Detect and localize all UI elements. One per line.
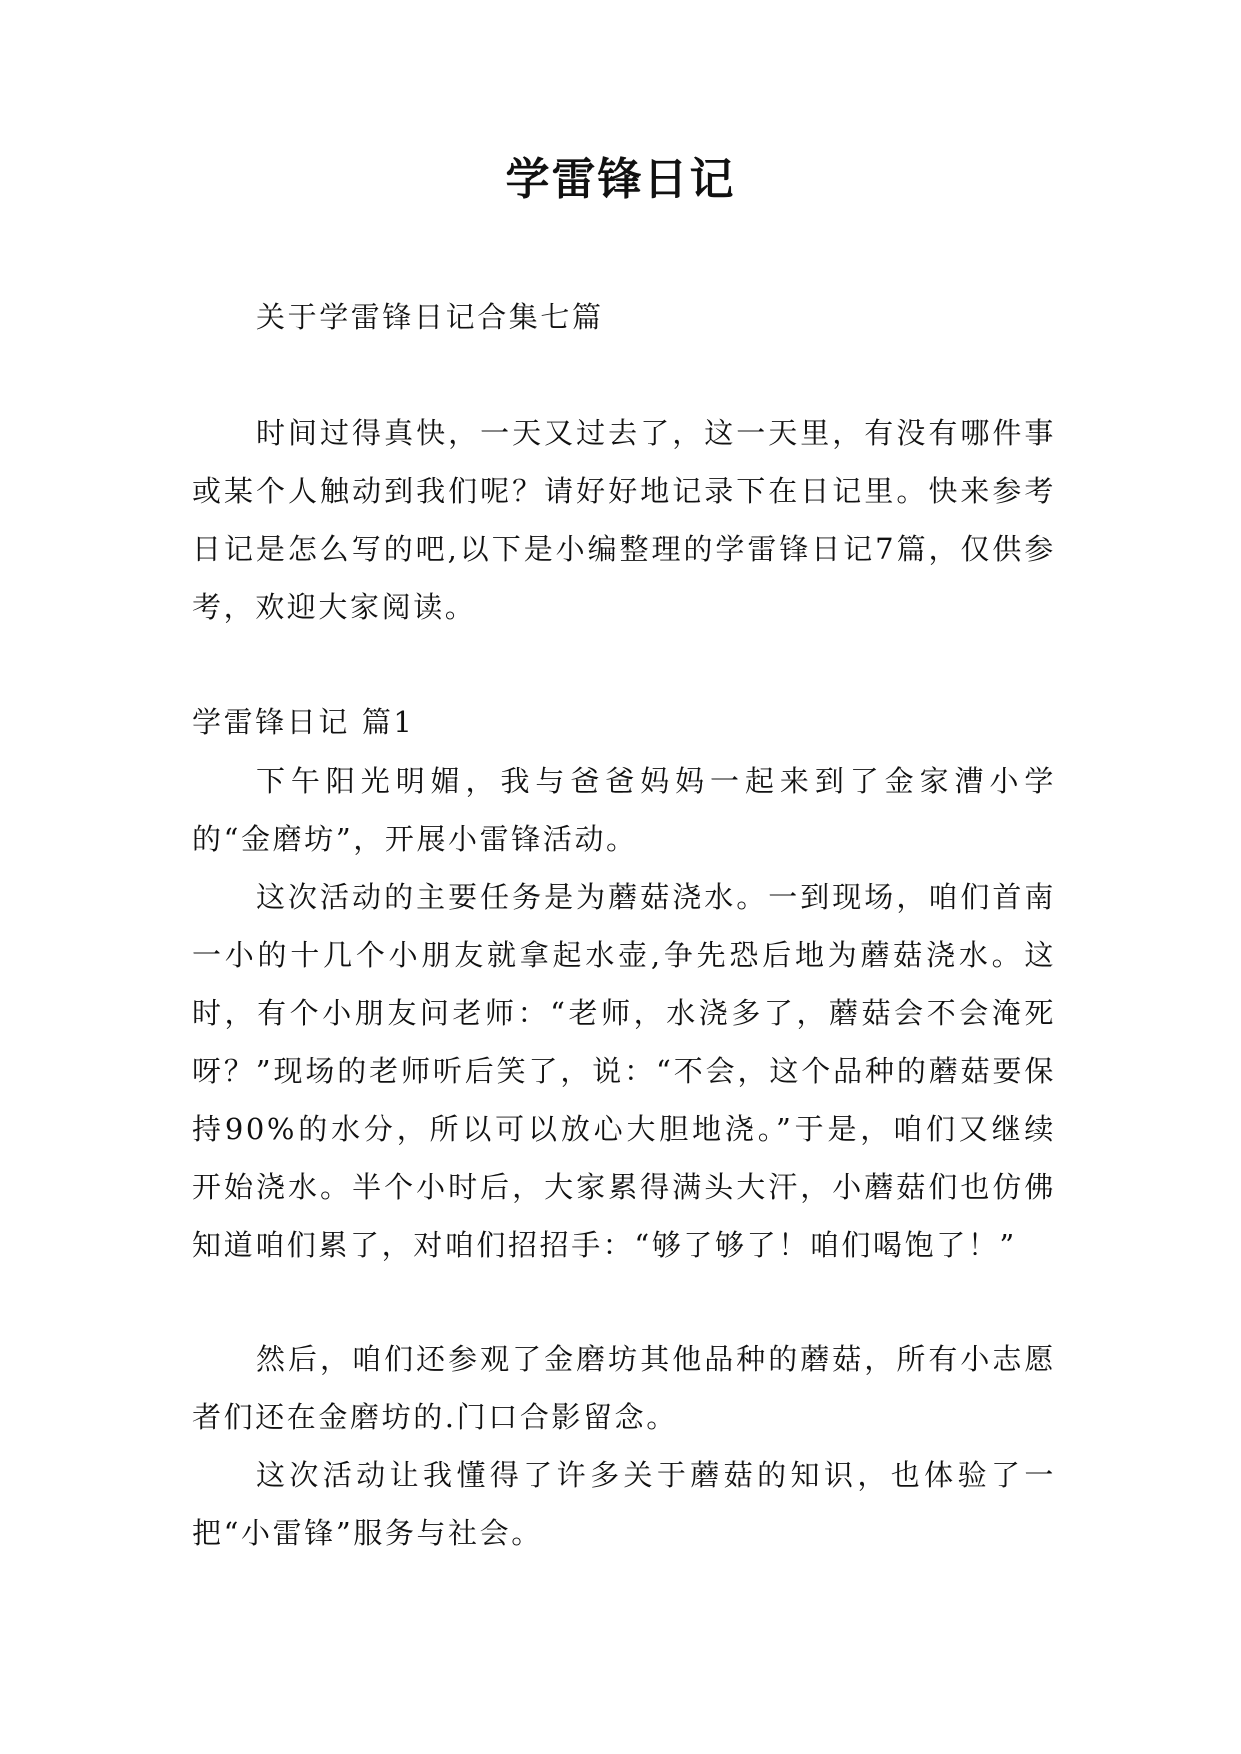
paragraph-1: 下午阳光明媚，我与爸爸妈妈一起来到了金家漕小学的“金磨坊”，开展小雷锋活动。 bbox=[192, 764, 1056, 856]
paragraph-3: 然后，咱们还参观了金磨坊其他品种的蘑菇，所有小志愿者们还在金磨坊的.门口合影留念。 bbox=[192, 1342, 1056, 1434]
paragraph-4: 这次活动让我懂得了许多关于蘑菇的知识，也体验了一把“小雷锋”服务与社会。 bbox=[192, 1458, 1056, 1550]
document-subtitle: 关于学雷锋日记合集七篇 bbox=[256, 300, 604, 334]
paragraph-2: 这次活动的主要任务是为蘑菇浇水。一到现场，咱们首南一小的十几个小朋友就拿起水壶,争先恐后地为蘑菇浇水。这时，有个小朋友问老师：“老师，水浇多了，蘑菇会不会淹死呀？”现场的老师听后笑了，说：“不会，这个品种的蘑菇要保持90%的水分，所以可以放心大胆地浇。”于是，咱们又继续开始浇水。半个小时后，大家累得满头大汗，小蘑菇们也仿佛知道咱们累了，对咱们招招手：“够了够了！咱们喝饱了！” bbox=[192, 880, 1056, 1262]
document-title: 学雷锋日记 bbox=[505, 154, 736, 205]
section-heading: 学雷锋日记 篇1 bbox=[192, 705, 415, 739]
intro-paragraph: 时间过得真快，一天又过去了，这一天里，有没有哪件事或某个人触动到我们呢？请好好地记录下在日记里。快来参考日记是怎么写的吧,以下是小编整理的学雷锋日记7篇，仅供参考，欢迎大家阅读。 bbox=[192, 416, 1056, 624]
